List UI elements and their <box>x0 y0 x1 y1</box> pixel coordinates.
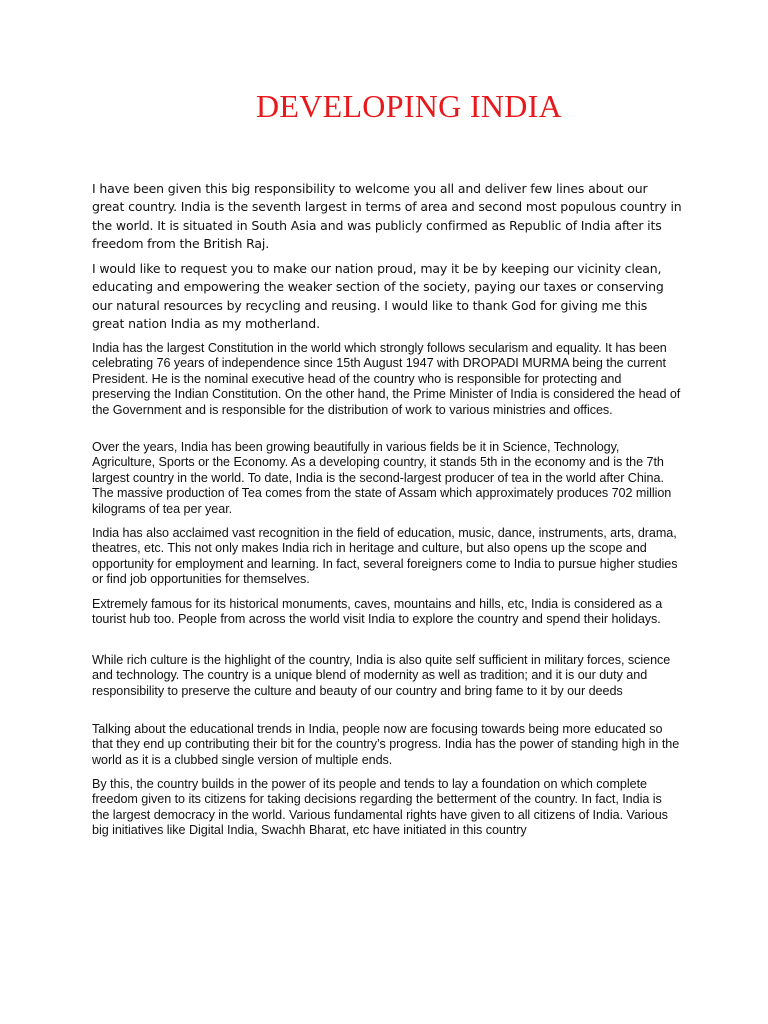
paragraph-educational-trends: Talking about the educational trends in India, people now are focusing towards being more educated so that they end up contributing their bit for the country’s progress. India has the power of standing high in the world as it is a clubbed single version of multiple ends. <box>92 722 680 767</box>
paragraph-request: I would like to request you to make our nation proud, may it be by keeping our vicinity clean, educating and empowering the weaker section of the society, paying our taxes or conserving our natural resources by recycling and reusing. I would like to thank God for giving me this great nation India as my motherland. <box>92 261 664 332</box>
paragraph-tourism: Extremely famous for its historical monuments, caves, mountains and hills, etc, India is considered as a tourist hub too. People from across the world visit India to explore the country and spend their holidays. <box>92 597 663 627</box>
paragraph-education-arts: India has also acclaimed vast recognition in the field of education, music, dance, instruments, arts, drama, theatres, etc. This not only makes India rich in heritage and culture, but also opens up the scope and opportunity for employment and learning. In fact, several foreigners come to India to pursue higher studies or find job opportunities for themselves. <box>92 526 678 587</box>
paragraph-welcome: I have been given this big responsibility to welcome you all and deliver few lines about our great country. India is the seventh largest in terms of area and second most populous country in the world. It is situated in South Asia and was publicly confirmed as Republic of India after its freedom from the British Raj. <box>92 181 682 252</box>
document-title: DEVELOPING INDIA <box>255 88 563 124</box>
paragraph-culture: While rich culture is the highlight of the country, India is also quite self sufficient in military forces, science and technology. The country is a unique blend of modernity as well as tradition; and it is our duty and responsibility to preserve the culture and beauty of our country and bring fame to it by our deeds <box>92 653 671 698</box>
paragraph-democracy: By this, the country builds in the power of its people and tends to lay a foundation on which complete freedom given to its citizens for taking decisions regarding the betterment of the country. In fact, India is the largest democracy in the world. Various fundamental rights have given to all citizens of India. Various big initiatives like Digital India, Swachh Bharat, etc have initiated in this country <box>92 777 668 838</box>
paragraph-constitution: India has the largest Constitution in the world which strongly follows secularism and equality. It has been celebrating 76 years of independence since 15th August 1947 with DROPADI MURMA being the current President. He is the nominal executive head of the country who is responsible for protecting and preserving the Indian Constitution. On the other hand, the Prime Minister of India is considered the head of the Government and is responsible for the distribution of work to various ministries and offices. <box>92 341 681 417</box>
paragraph-growth: Over the years, India has been growing beautifully in various fields be it in Science, Technology, Agriculture, Sports or the Economy. As a developing country, it stands 5th in the economy and is the 7th largest country in the world. To date, India is the second-largest producer of tea in the world after China. The massive production of Tea comes from the state of Assam which approximately produces 702 million kilograms of tea per year. <box>92 440 672 516</box>
